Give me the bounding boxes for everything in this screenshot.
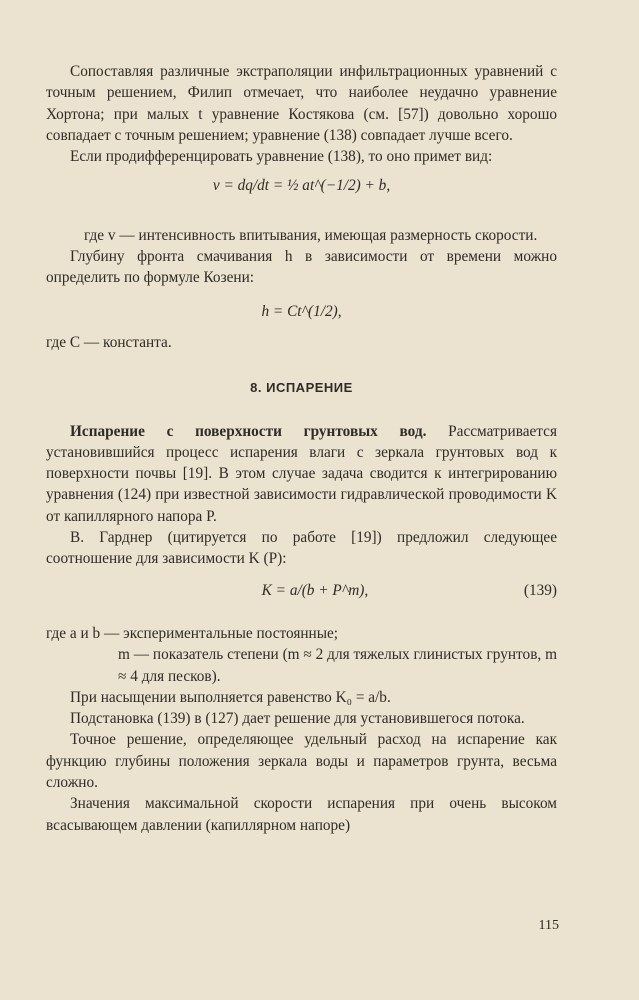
equation-number: (139) xyxy=(523,581,557,599)
where-3b: m — показатель степени (m ≈ 2 для тяжелых глинистых грунтов, m ≈ 4 для песков). xyxy=(118,646,557,685)
paragraph-6: При насыщении выполняется равенство K₀ = a/b. xyxy=(70,688,391,706)
page-number: 115 xyxy=(538,918,559,933)
paragraph-7: Подстановка (139) в (127) дает решение для установившегося потока. xyxy=(70,710,525,728)
text-column xyxy=(46,61,557,836)
paragraph-9: Значения максимальной скорости испарения при очень высоком всасывающем давлении (капиллярном напоре) xyxy=(46,795,557,834)
paragraph-4-body: Рассматривается установившийся процесс испарения влаги с зеркала грунтовых вод к поверхности почвы [19]. В этом случае задача сводится к интегрированию уравнения (124) при известной зависимости гидравлической проводимости K от капиллярного напора P. xyxy=(46,422,557,525)
where-3a: где a и b — экспериментальные постоянные; xyxy=(46,624,339,642)
equation-139 xyxy=(46,580,557,601)
paragraph-3: Глубину фронта смачивания h в зависимости от времени можно определить по формуле Козени: xyxy=(46,248,557,287)
formula-3: K = a/(b + P^m), xyxy=(261,581,369,599)
formula-2: h = Ct^(1/2), xyxy=(261,302,342,320)
paragraph-2: Если продифференцировать уравнение (138), то оно примет вид: xyxy=(70,148,493,166)
where-2: где C — константа. xyxy=(46,333,172,351)
paragraph-8: Точное решение, определяющее удельный расход на испарение как функцию глубины положения зеркала воды и параметров грунта, весьма сложно. xyxy=(46,731,557,792)
formula-1: v = dq/dt = ½ at^(−1/2) + b, xyxy=(212,177,391,195)
where-1: где v — интенсивность впитывания, имеющая размерность скорости. xyxy=(84,226,538,244)
paragraph-4 xyxy=(46,421,557,527)
paragraph-4-lead: Испарение с поверхности грунтовых вод. xyxy=(70,422,427,440)
section-heading: 8. ИСПАРЕНИЕ xyxy=(250,380,353,396)
paragraph-5: В. Гарднер (цитируется по работе [19]) предложил следующее соотношение для зависимости K (P): xyxy=(46,529,557,568)
paragraph-1: Сопоставляя различные экстраполяции инфильтрационных уравнений с точным решением, Филип отмечает, что наиболее неудачно уравнение Хортона; при малых t уравнение Костякова (см. [57]) довольно хорошо совпадает с точным решением; уравнение (138) совпадает лучше всего. xyxy=(46,63,557,144)
